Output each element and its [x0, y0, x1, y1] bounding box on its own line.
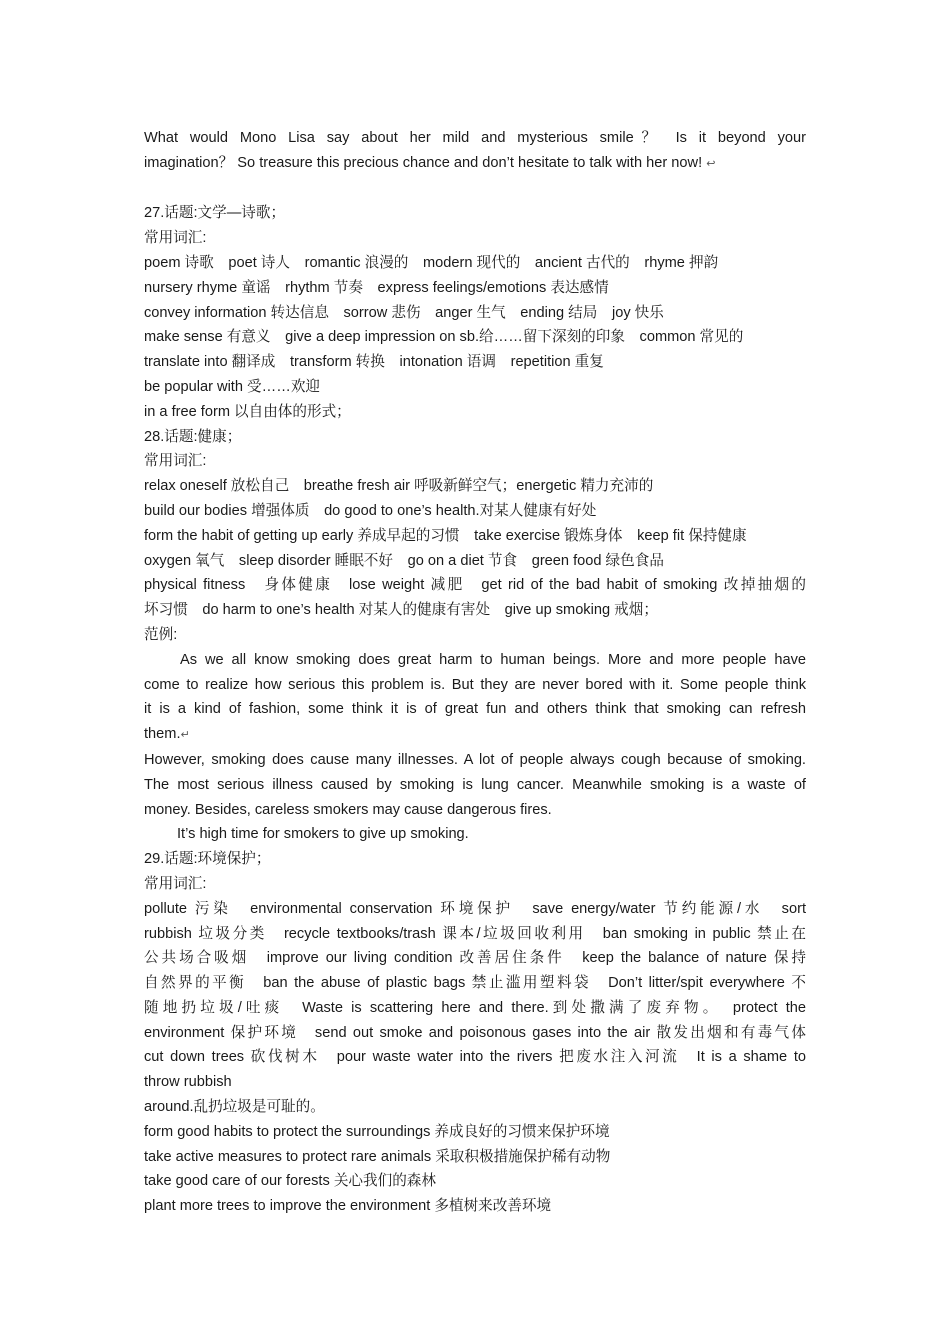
- return-mark-icon: ↩: [706, 157, 716, 170]
- example-paragraph-line: come to realize how serious this problem is. But they are never bored with it. Some people think: [144, 676, 806, 693]
- example-paragraph-line: It’s high time for smokers to give up smoking.: [177, 826, 469, 843]
- section-27-vocab-line: be popular with 受……欢迎: [144, 378, 321, 395]
- blank-line: [144, 177, 806, 202]
- section-27-vocab-line: convey information 转达信息 sorrow 悲伤 anger 生气 ending 结局 joy 快乐: [144, 304, 664, 321]
- section-29-vocab-line: around.乱扔垃圾是可耻的。: [144, 1099, 325, 1116]
- section-29-vocab-line: rubbish 垃圾分类 recycle textbooks/trash 课本/垃圾回收利用 ban smoking in public 禁止在: [144, 925, 806, 942]
- intro-line-2-text: imagination？ So treasure this precious chance and don’t hesitate to talk with her now!: [144, 154, 703, 171]
- section-28-vocab-label: 常用词汇:: [144, 453, 207, 470]
- section-29-title: 29.话题:环境保护；: [144, 851, 271, 868]
- section-29-vocab-line: 自然界的平衡 ban the abuse of plastic bags 禁止滥用塑料袋 Don’t litter/spit everywhere 不: [144, 975, 806, 992]
- section-27-vocab-line: nursery rhyme 童谣 rhythm 节奏 express feelings/emotions 表达感情: [144, 279, 609, 296]
- section-29-vocab-line: 公共场合吸烟 improve our living condition 改善居住条件 keep the balance of nature 保持: [144, 950, 806, 967]
- section-28-vocab-line: oxygen 氧气 sleep disorder 睡眠不好 go on a diet 节食 green food 绿色食品: [144, 552, 664, 569]
- section-28-example-label: 范例:: [144, 626, 178, 643]
- section-29-vocab-label: 常用词汇:: [144, 875, 207, 892]
- section-29-vocab-line: form good habits to protect the surroundings 养成良好的习惯来保护环境: [144, 1123, 610, 1140]
- section-28-vocab-line: form the habit of getting up early 养成早起的习惯 take exercise 锻炼身体 keep fit 保持健康: [144, 527, 747, 544]
- document-page: [144, 126, 806, 1219]
- section-28-title: 28.话题:健康；: [144, 428, 242, 445]
- section-28-vocab-line: relax oneself 放松自己 breathe fresh air 呼吸新鲜空气；energetic 精力充沛的: [144, 478, 654, 495]
- section-29-vocab-line: take good care of our forests 关心我们的森林: [144, 1173, 436, 1190]
- section-28-vocab-line: 坏习惯 do harm to one’s health 对某人的健康有害处 give up smoking 戒烟；: [144, 602, 658, 619]
- paragraph-mark-icon: ↵: [180, 729, 190, 742]
- section-27-vocab-line: translate into 翻译成 transform 转换 intonation 语调 repetition 重复: [144, 354, 604, 371]
- section-29-vocab-line: 随地扔垃圾/吐痰 Waste is scattering here and there.到处撒满了废弃物。 protect the: [144, 999, 806, 1016]
- section-29-vocab-line: pollute 污染 environmental conservation 环境保护 save energy/water 节约能源/水 sort: [144, 900, 806, 917]
- section-29-vocab-line: environment 保护环境 send out smoke and poisonous gases into the air 散发出烟和有毒气体: [144, 1024, 806, 1041]
- section-29-vocab-line: throw rubbish: [144, 1074, 232, 1091]
- example-paragraph-line: [144, 722, 806, 748]
- section-27-title: 27.话题:文学—诗歌；: [144, 205, 286, 222]
- section-28-vocab-line: physical fitness 身体健康 lose weight 减肥 get rid of the bad habit of smoking 改掉抽烟的: [144, 577, 806, 594]
- section-27-vocab-label: 常用词汇:: [144, 230, 207, 247]
- example-paragraph-line: However, smoking does cause many illnesses. A lot of people always cough because of smoking.: [144, 751, 806, 768]
- section-27-vocab-line: make sense 有意义 give a deep impression on sb.给……留下深刻的印象 common 常见的: [144, 329, 744, 346]
- section-29-vocab-line: cut down trees 砍伐树木 pour waste water into the rivers 把废水注入河流 It is a shame to: [144, 1049, 806, 1066]
- intro-line-2: [144, 151, 806, 177]
- section-27-vocab-line: poem 诗歌 poet 诗人 romantic 浪漫的 modern 现代的 ancient 古代的 rhyme 押韵: [144, 254, 719, 271]
- example-paragraph-line: As we all know smoking does great harm to human beings. More and more people have: [180, 651, 806, 668]
- section-29-vocab-line: take active measures to protect rare animals 采取积极措施保护稀有动物: [144, 1148, 611, 1165]
- section-28-vocab-line: build our bodies 增强体质 do good to one’s health.对某人健康有好处: [144, 502, 597, 519]
- section-27-vocab-line: in a free form 以自由体的形式；: [144, 403, 351, 420]
- example-paragraph-text: them.: [144, 726, 181, 743]
- section-29-vocab-line: plant more trees to improve the environment 多植树来改善环境: [144, 1198, 552, 1215]
- example-paragraph-line: The most serious illness caused by smoking is lung cancer. Meanwhile smoking is a waste of: [144, 776, 806, 793]
- intro-line-1: What would Mono Lisa say about her mild and mysterious smile？ Is it beyond your: [144, 130, 806, 146]
- example-paragraph-line: money. Besides, careless smokers may cause dangerous fires.: [144, 801, 552, 818]
- example-paragraph-line: it is a kind of fashion, some think it is of great fun and others think that smoking can refresh: [144, 701, 806, 718]
